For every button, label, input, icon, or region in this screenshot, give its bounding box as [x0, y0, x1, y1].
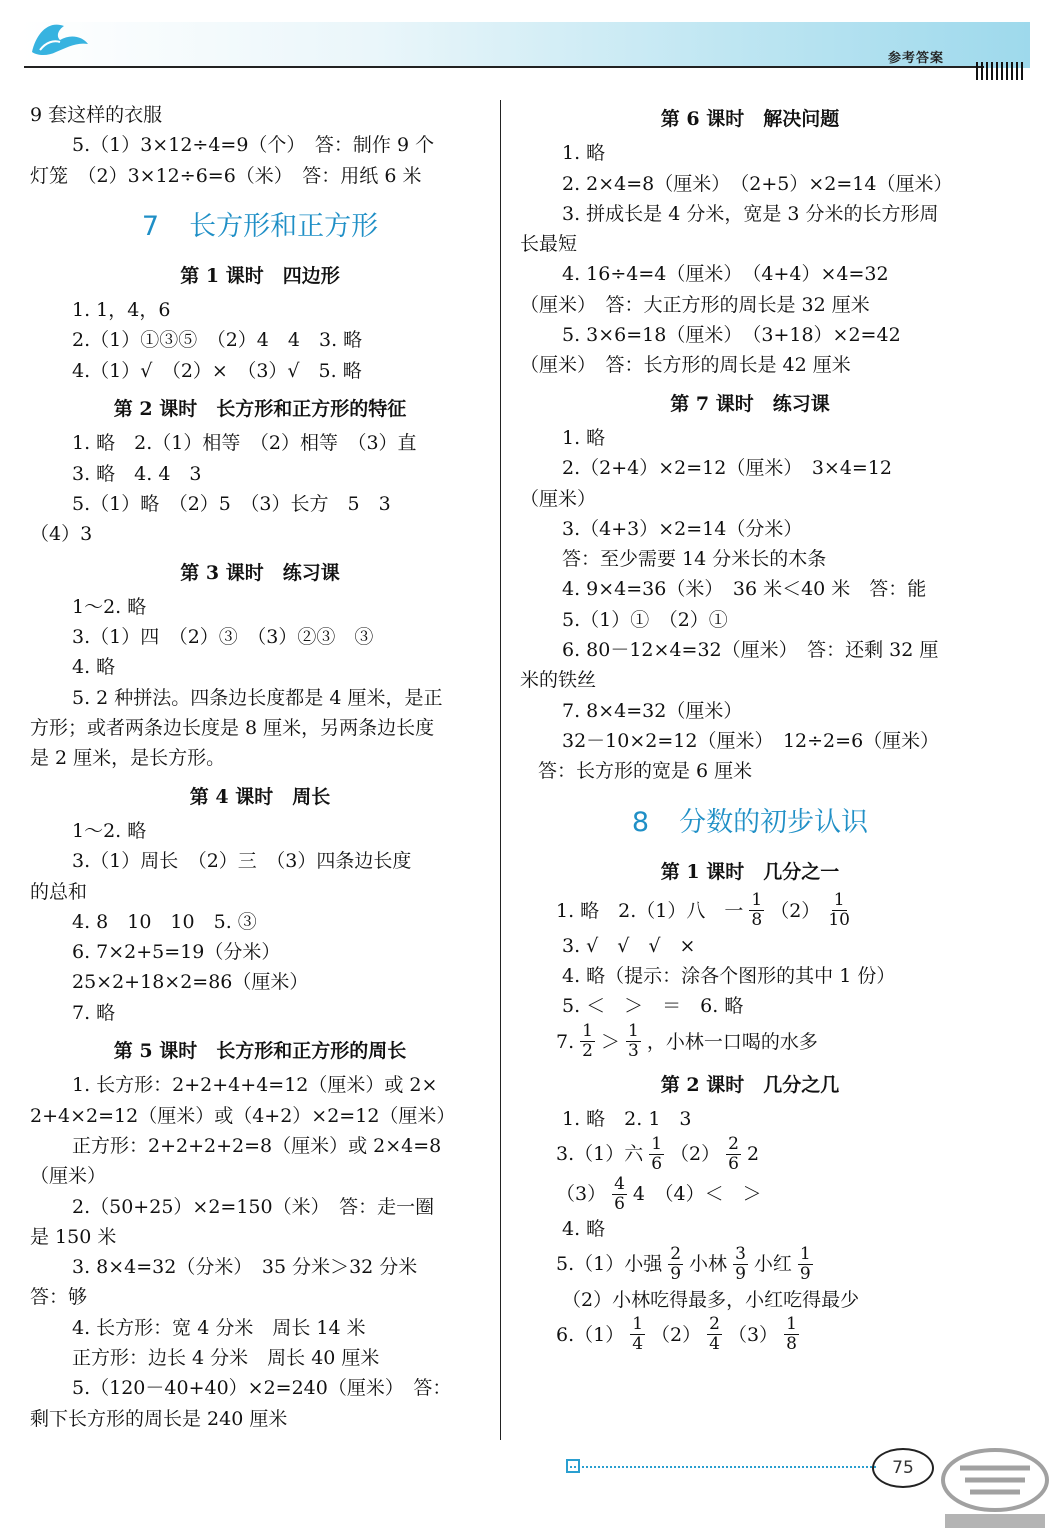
answer-line: 2.（1）①③⑤ （2）4 4 3. 略 [72, 329, 363, 352]
answer-line: 3.（1）六 $\frac{1}{6}$ （2） $\frac{2}{6}$ 2 [556, 1133, 760, 1174]
answer-line: 方形；或者两条边长度是 8 厘米，另两条边长度 [30, 717, 435, 740]
answer-line: 1. 略 2.（1）八 一 $\frac{1}{8}$ （2） $\frac{1}{10}$ [556, 890, 850, 931]
answer-line: 7. $\frac{1}{2}$ ＞ $\frac{1}{3}$ ，小林一口喝的水多 [556, 1021, 818, 1062]
answer-line: （4）3 [30, 523, 93, 546]
answer-line: 1～2. 略 [72, 595, 147, 618]
header-title: 参考答案 [888, 51, 945, 66]
lesson-title: 第 3 课时 练习课 [180, 561, 340, 584]
answer-line: 4. 16÷4=4（厘米） （4+4）×4=32 [562, 263, 889, 286]
answer-line: 4. 略 [562, 1218, 606, 1241]
page-header [0, 0, 1053, 100]
answer-line: 2. 2×4=8（厘米） （2+5）×2=14（厘米） [562, 172, 953, 195]
left-column [30, 100, 490, 1434]
fraction: $\frac{1}{4}$ [632, 1314, 644, 1355]
fraction: $\frac{1}{2}$ [582, 1021, 593, 1062]
lesson-title: 第 1 课时 几分之一 [660, 860, 840, 883]
answer-line: 6. 80－12×4=32（厘米） 答：还剩 32 厘 [562, 639, 939, 662]
answer-line: 正方形：边长 4 分米 周长 40 厘米 [72, 1346, 380, 1369]
fraction: $\frac{1}{3}$ [627, 1021, 639, 1062]
fraction: $\frac{1}{10}$ [828, 890, 850, 931]
answer-line: 灯笼 （2）3×12÷6=6（米） 答：用纸 6 米 [30, 164, 422, 187]
answer-line: 3. 略 4. 4 3 [72, 462, 202, 485]
column-divider [500, 100, 501, 1440]
answer-line: 4. 8 10 10 5. ③ [72, 910, 257, 933]
answer-line: 9 套这样的衣服 [30, 104, 163, 126]
answer-line: 是 2 厘米，是长方形。 [30, 747, 226, 770]
answer-line: 5.（1）① （2）① [562, 608, 728, 631]
answer-line: （厘米） 答：大正方形的周长是 32 厘米 [520, 293, 870, 316]
answer-line: 1. 略 [562, 142, 606, 165]
answer-line: 6. 7×2+5=19（分米） [72, 941, 281, 964]
lesson-title: 第 2 课时 长方形和正方形的特征 [113, 398, 407, 421]
answer-line: 1. 略 [562, 426, 606, 449]
watermark-logo-icon [935, 1440, 1050, 1532]
answer-line: （厘米） [30, 1165, 107, 1188]
answer-line: 4.（1）√ （2）× （3）√ 5. 略 [72, 359, 362, 382]
header-band [20, 22, 1030, 68]
fraction: $\frac{4}{6}$ [614, 1173, 625, 1214]
fraction: $\frac{2}{4}$ [709, 1314, 720, 1355]
answer-line: 2.（50+25）×2=150（米） 答：走一圈 [72, 1195, 435, 1218]
header-rule [24, 66, 984, 68]
lesson-title: 第 1 课时 四边形 [180, 264, 340, 287]
chapter-number: 7 [141, 210, 160, 242]
fraction: $\frac{1}{8}$ [751, 890, 763, 931]
answer-line: 4. 长方形：宽 4 分米 周长 14 米 [72, 1316, 366, 1339]
answer-line: 5.（120－40+40）×2=240（厘米） 答： [72, 1377, 452, 1400]
bird-logo-icon [26, 12, 92, 64]
fraction: $\frac{1}{8}$ [786, 1314, 797, 1355]
answer-line: 米的铁丝 [520, 669, 597, 692]
answer-line: （3） $\frac{4}{6}$ 4 （4）＜ ＞ [556, 1173, 762, 1214]
lesson-title: 第 4 课时 周长 [189, 785, 331, 808]
answer-line: 2+4×2=12（厘米）或（4+2）×2=12（厘米） [30, 1104, 456, 1127]
fraction: $\frac{1}{6}$ [651, 1133, 663, 1174]
lesson-title: 第 6 课时 解决问题 [660, 108, 840, 130]
answer-line: 3.（1）周长 （2）三 （3）四条边长度 [72, 850, 412, 873]
answer-line: 1. 长方形：2+2+4+4=12（厘米）或 2× [72, 1074, 438, 1097]
chapter-number: 8 [631, 806, 650, 838]
answer-line: 是 150 米 [30, 1225, 117, 1248]
answer-line: 3.（4+3）×2=14（分米） [562, 517, 803, 540]
answer-line: 7. 8×4=32（厘米） [562, 699, 743, 722]
answer-line: 4. 9×4=36（米） 36 米＜40 米 答：能 [562, 578, 927, 601]
answer-line: 答：够 [30, 1286, 88, 1309]
answer-line: （厘米） [520, 487, 597, 510]
answer-line: （2）小林吃得最多，小红吃得最少 [562, 1288, 860, 1311]
answer-line: 3. 8×4=32（分米） 35 分米＞32 分米 [72, 1256, 418, 1279]
answer-line: 1. 略 2. 1 3 [562, 1108, 692, 1131]
footer-dotted-rule [566, 1466, 876, 1470]
fraction: $\frac{2}{6}$ [728, 1133, 739, 1174]
header-tick-marks [976, 62, 1040, 80]
chapter-heading-8 [520, 803, 980, 843]
answer-line: 正方形：2+2+2+2=8（厘米）或 2×4=8 [72, 1134, 442, 1157]
lesson-title: 第 2 课时 几分之几 [660, 1073, 840, 1096]
answer-line: 答：长方形的宽是 6 厘米 [538, 760, 753, 783]
lesson-title: 第 5 课时 长方形和正方形的周长 [113, 1040, 407, 1063]
chapter-title: 长方形和正方形 [189, 210, 379, 242]
chapter-title: 分数的初步认识 [679, 806, 869, 838]
answer-line: 5. 3×6=18（厘米） （3+18）×2=42 [562, 324, 901, 347]
answer-line: 的总和 [30, 880, 88, 903]
answer-line: 5.（1）略 （2）5 （3）长方 5 3 [72, 492, 391, 515]
answer-line: 3. 拼成长是 4 分米，宽是 3 分米的长方形周 [562, 202, 939, 225]
fraction: $\frac{3}{9}$ [735, 1244, 746, 1285]
answer-line: 3.（1）四 （2）③ （3）②③ ③ [72, 626, 374, 649]
answer-line: 答：至少需要 14 分米长的木条 [562, 548, 827, 571]
answer-line: 4. 略 [72, 656, 116, 679]
answer-line: 5. ＜ ＞ ＝ 6. 略 [562, 995, 744, 1018]
answer-line: 6.（1） $\frac{1}{4}$ （2） $\frac{2}{4}$ （3） $\frac{1}{8}$ [556, 1314, 797, 1355]
answer-line: 5.（1）小强 $\frac{2}{9}$ 小林 $\frac{3}{9}$ 小红 $\frac{1}{9}$ [556, 1244, 811, 1285]
answer-line: 1. 1，4，6 [72, 299, 171, 322]
lesson-title: 第 7 课时 练习课 [670, 392, 830, 415]
answer-line: （厘米） 答：长方形的周长是 42 厘米 [520, 354, 851, 377]
answer-line: 25×2+18×2=86（厘米） [72, 971, 309, 994]
answer-line: 剩下长方形的周长是 240 厘米 [30, 1407, 288, 1430]
fraction: $\frac{2}{9}$ [670, 1244, 682, 1285]
answer-line: 5.（1）3×12÷4=9（个） 答：制作 9 个 [72, 134, 435, 157]
answer-line: 1～2. 略 [72, 819, 147, 842]
fraction: $\frac{1}{9}$ [799, 1244, 811, 1285]
answer-line: 7. 略 [72, 1001, 116, 1024]
answer-line: 5. 2 种拼法。四条边长度都是 4 厘米，是正 [72, 686, 443, 709]
right-column [520, 100, 980, 1355]
answer-line: 4. 略（提示：涂各个图形的其中 1 份） [562, 965, 896, 988]
answer-line: 32－10×2=12（厘米） 12÷2=6（厘米） [562, 729, 940, 752]
answer-line: 长最短 [520, 233, 578, 256]
page-number: 75 [872, 1448, 934, 1488]
answer-line: 1. 略 2.（1）相等 （2）相等 （3）直 [72, 432, 417, 455]
chapter-heading-7 [30, 207, 490, 247]
answer-line: 2.（2+4）×2=12（厘米） 3×4=12 [562, 457, 893, 480]
answer-line: 3. √ √ √ × [562, 934, 696, 957]
